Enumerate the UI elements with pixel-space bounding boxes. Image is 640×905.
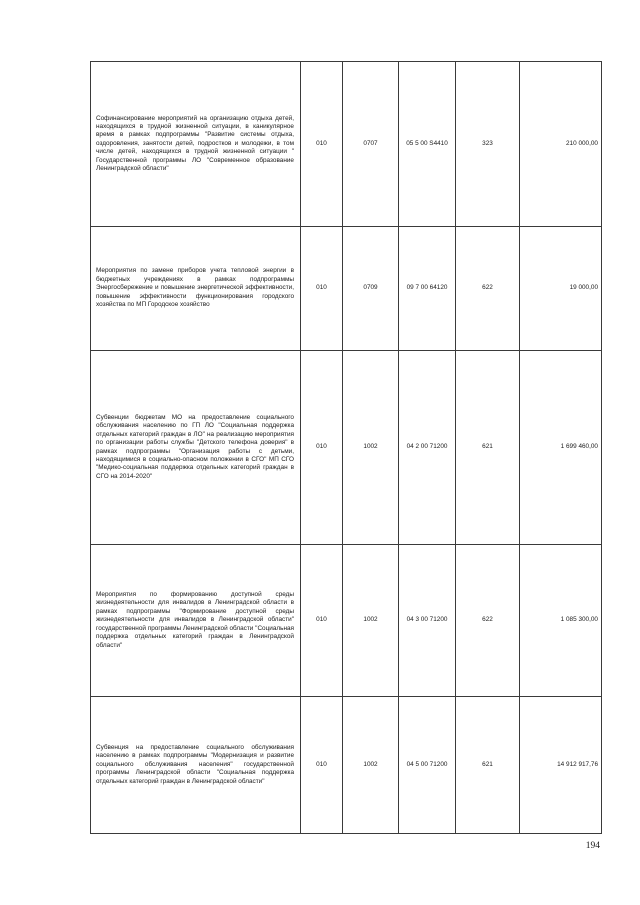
row-amount: 19 000,00 — [520, 227, 602, 351]
row-ministry-code: 010 — [301, 697, 343, 834]
row-ministry-code: 010 — [301, 227, 343, 351]
row-description: Софинансирование мероприятий на организацию отдыха детей, находящихся в трудной жизненной ситуации, в каникулярное время в рамках подпрограммы "Развитие системы отдыха, оздоровления, занятости детей, подростков и молодежи, в том числе детей, находящихся в трудной жизненной ситуации " Государственной программы ЛО "Современное образование Ленинградской области" — [91, 62, 301, 227]
row-expense-type: 323 — [456, 62, 520, 227]
table-row — [91, 545, 602, 697]
row-section-code: 1002 — [343, 351, 399, 545]
table-row — [91, 351, 602, 545]
row-description: Субвенции бюджетам МО на предоставление социального обслуживания населению по ГП ЛО "Социальная поддержка отдельных категорий граждан в ЛО" на реализацию мероприятия по организации работы службы "Детского телефона доверия" в рамках подпрограммы "Организация работы с детьми, находящимися в социально-опасном положении в СГО" МП СГО "Медико-социальная поддержка отдельных категорий граждан в СГО на 2014-2020" — [91, 351, 301, 545]
table-row — [91, 62, 602, 227]
row-target-code: 04 2 00 71200 — [399, 351, 456, 545]
row-target-code: 04 3 00 71200 — [399, 545, 456, 697]
row-ministry-code: 010 — [301, 351, 343, 545]
row-description: Мероприятия по формированию доступной среды жизнедеятельности для инвалидов в Ленинградской области в рамках подпрограммы "Формирование доступной среды жизнедеятельности для инвалидов в Ленинградской области" государственной программы Ленинградской области "Социальная поддержка отдельных категорий граждан в Ленинградской области" — [91, 545, 301, 697]
row-amount: 1 085 300,00 — [520, 545, 602, 697]
row-expense-type: 621 — [456, 351, 520, 545]
row-expense-type: 621 — [456, 697, 520, 834]
row-amount: 210 000,00 — [520, 62, 602, 227]
row-section-code: 1002 — [343, 697, 399, 834]
row-description: Субвенция на предоставление социального обслуживания населению в рамках подпрограммы "Модернизация и развитие социального обслуживания населения" государственной программы Ленинградской области "Социальная поддержка отдельных категорий граждан в Ленинградской области" — [91, 697, 301, 834]
budget-table — [90, 61, 602, 834]
row-expense-type: 622 — [456, 545, 520, 697]
row-section-code: 1002 — [343, 545, 399, 697]
row-section-code: 0709 — [343, 227, 399, 351]
row-ministry-code: 010 — [301, 545, 343, 697]
table-row — [91, 227, 602, 351]
row-target-code: 04 5 00 71200 — [399, 697, 456, 834]
row-target-code: 09 7 00 64120 — [399, 227, 456, 351]
row-amount: 14 912 917,76 — [520, 697, 602, 834]
row-section-code: 0707 — [343, 62, 399, 227]
row-expense-type: 622 — [456, 227, 520, 351]
table-row — [91, 697, 602, 834]
row-description: Мероприятия по замене приборов учета тепловой энергии в бюджетных учреждениях в рамках подпрограммы Энергосбережение и повышение энергетической эффективности, повышение эффективности функционирования городского хозяйства по МП Городское хозяйство — [91, 227, 301, 351]
page-number: 194 — [585, 841, 600, 851]
row-ministry-code: 010 — [301, 62, 343, 227]
row-amount: 1 699 460,00 — [520, 351, 602, 545]
row-target-code: 05 5 00 S4410 — [399, 62, 456, 227]
